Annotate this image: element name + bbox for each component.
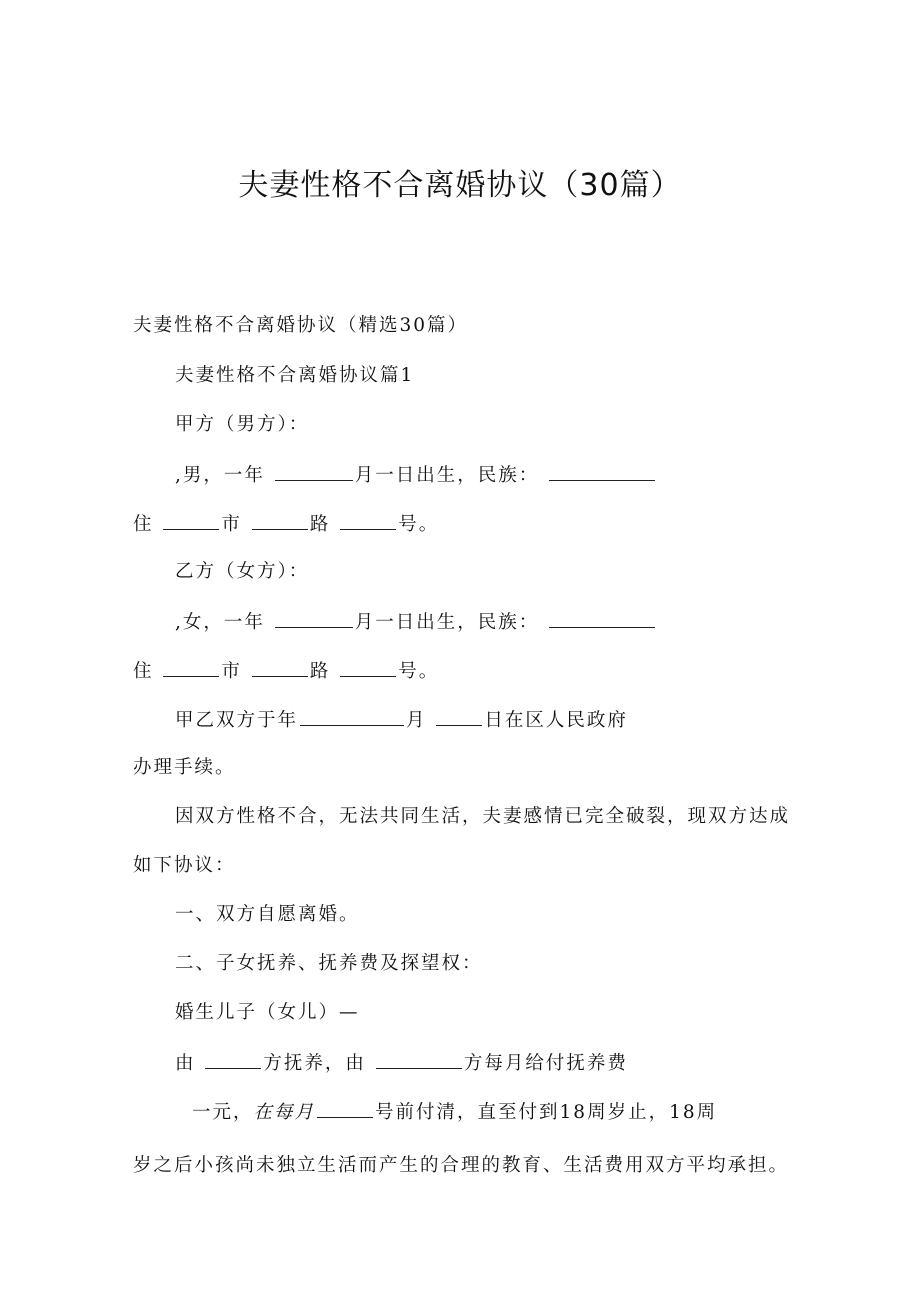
address-city: 市 — [221, 661, 242, 682]
clause-2: 二、子女抚养、抚养费及探望权： — [175, 953, 483, 974]
custody-line — [175, 1050, 628, 1076]
procedure-suffix: 日在区人民政府 — [484, 710, 628, 731]
address-prefix: 住 — [133, 661, 154, 682]
document-title: 夫妻性格不合离婚协议（30篇） — [238, 168, 682, 203]
custody-suffix: 方每月给付抚养费 — [463, 1053, 628, 1074]
payment-italic: 在每月 — [253, 1102, 316, 1123]
address-city: 市 — [221, 514, 242, 535]
address-road: 路 — [309, 514, 331, 535]
blank-field — [300, 707, 404, 726]
party-a-label: 甲方（男方）： — [175, 414, 310, 435]
child-line: 婚生儿子（女儿）— — [175, 1002, 360, 1023]
reason-line: 因双方性格不合，无法共同生活，夫妻感情已完全破裂，现双方达成 — [175, 806, 791, 827]
final-line: 岁之后小孩尚未独立生活而产生的合理的教育、生活费用双方平均承担。 — [133, 1155, 790, 1176]
blank-field — [252, 658, 308, 677]
party-a-info-prefix: ,男，一年 — [175, 465, 265, 486]
party-b-address-line — [133, 658, 439, 684]
custody-prefix: 由 — [175, 1053, 196, 1074]
blank-field — [163, 658, 219, 677]
blank-field — [275, 609, 353, 628]
blank-field — [275, 462, 353, 481]
blank-field — [252, 511, 308, 530]
procedure-prefix: 甲乙双方于年 — [175, 710, 299, 731]
blank-field — [205, 1050, 261, 1069]
party-b-info-prefix: ,女，一年 — [175, 612, 265, 633]
custody-mid: 方抚养，由 — [263, 1053, 366, 1074]
party-b-label: 乙方（女方）： — [175, 561, 310, 582]
party-a-info-line — [175, 462, 657, 488]
party-a-info-mid: 月一日出生，民族： — [354, 465, 540, 486]
party-b-info-mid: 月一日出生，民族： — [354, 612, 540, 633]
address-number: 号。 — [398, 514, 440, 535]
blank-field — [549, 609, 655, 628]
blank-field — [163, 511, 219, 530]
blank-field — [317, 1099, 373, 1118]
address-number: 号。 — [398, 661, 440, 682]
blank-field — [340, 511, 396, 530]
procedure-month: 月 — [406, 710, 427, 731]
blank-field — [340, 658, 396, 677]
document-subtitle: 夫妻性格不合离婚协议（精选30篇） — [133, 315, 469, 336]
party-b-info-line — [175, 609, 657, 635]
party-a-address-line — [133, 511, 439, 537]
blank-field — [436, 707, 482, 726]
payment-line — [192, 1099, 717, 1125]
payment-suffix: 号前付清，直至付到18周岁止，18周 — [375, 1102, 718, 1123]
address-road: 路 — [309, 661, 331, 682]
section-heading: 夫妻性格不合离婚协议篇1 — [175, 365, 415, 386]
blank-field — [549, 462, 655, 481]
blank-field — [376, 1050, 462, 1069]
payment-prefix: 一元， — [192, 1102, 254, 1123]
procedure-line-2: 办理手续。 — [133, 757, 236, 778]
clause-1: 一、双方自愿离婚。 — [175, 904, 360, 925]
address-prefix: 住 — [133, 514, 154, 535]
procedure-line — [175, 707, 628, 733]
reason-line-2: 如下协议： — [133, 855, 236, 876]
